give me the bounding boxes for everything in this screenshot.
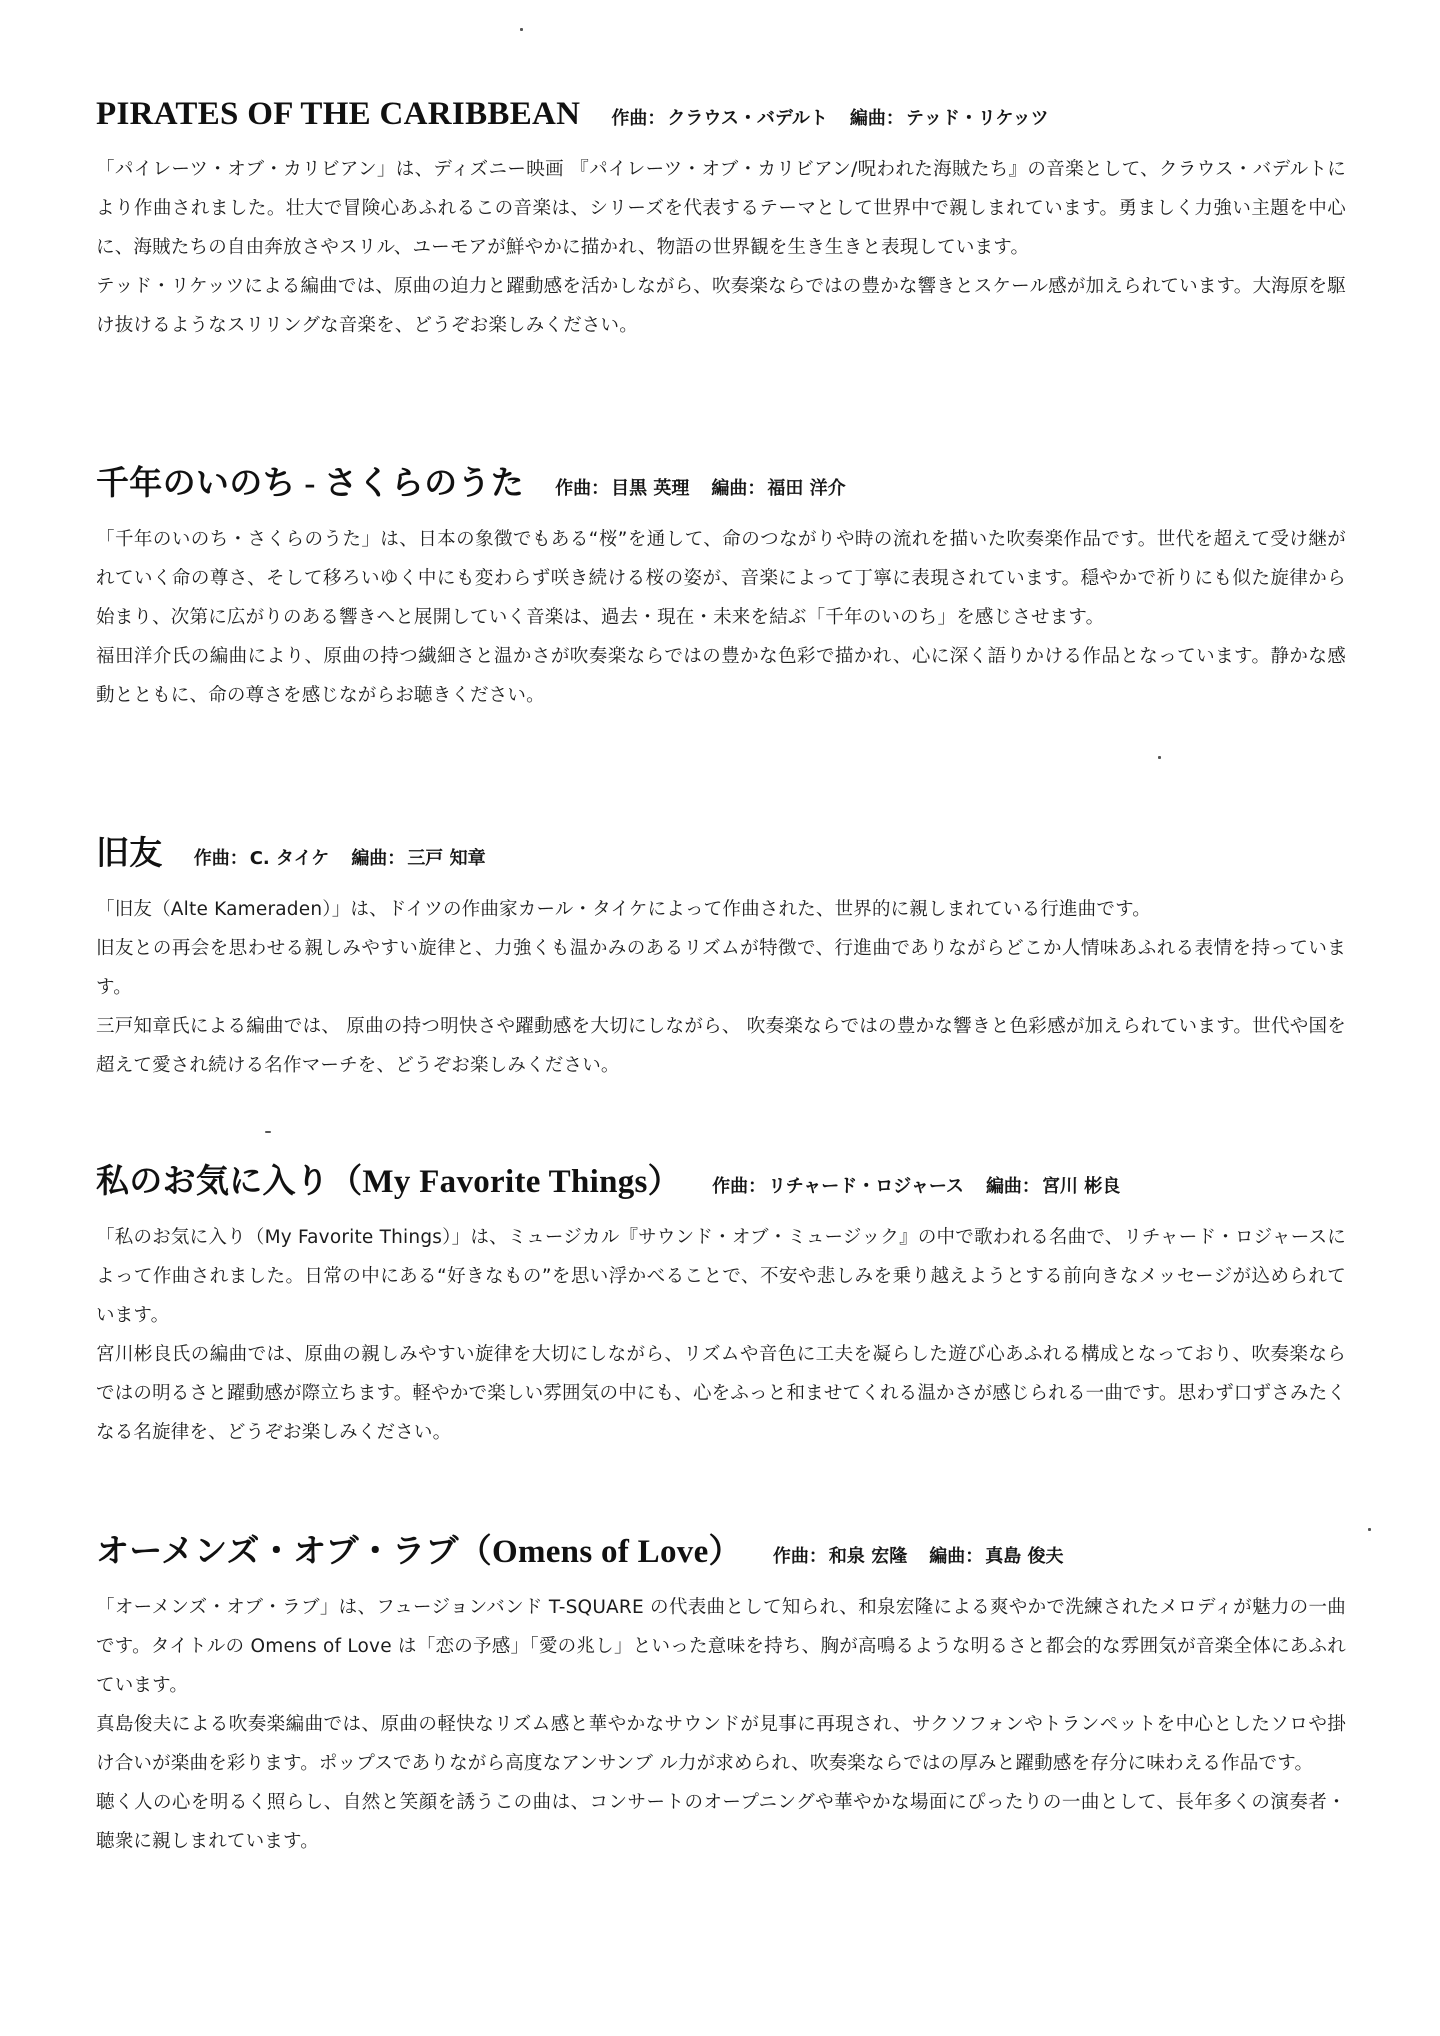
section-paragraph: 「旧友（Alte Kameraden）」は、ドイツの作曲家カール・タイケによって作曲された、世界的に親しまれている行進曲です。 [96,899,1151,920]
composer-label: 作曲： [555,478,610,499]
piece-credits [194,848,486,869]
arranger-label: 編曲： [929,1546,984,1567]
composer-label: 作曲： [712,1176,767,1197]
arranger-name: テッド・リケッツ [905,108,1049,129]
scan-speck [520,28,523,31]
piece-title: 旧友 [96,836,163,872]
piece-credits [611,108,1048,129]
section-heading [96,1156,1346,1208]
composer-label: 作曲： [772,1546,827,1567]
arranger-label: 編曲： [985,1176,1040,1197]
section-paragraph: テッド・リケッツによる編曲では、原曲の迫力と躍動感を活かしながら、吹奏楽ならではの豊かな響きとスケール感が加えられています。大海原を駆け抜けるようなスリリングな音楽を、どうぞお楽しみください。 [96,276,1346,336]
program-section-pirates [96,88,1346,345]
composer-name: クラウス・バデルト [667,108,828,129]
program-section-alte-kameraden [96,828,1346,1085]
piece-title: 千年のいのち - さくらのうた [96,466,524,502]
arranger-name: 宮川 彬良 [1041,1176,1121,1197]
program-section-sakura [96,458,1346,715]
piece-title: 私のお気に入り（My Favorite Things） [96,1164,681,1200]
section-paragraph: 聴く人の心を明るく照らし、自然と笑顔を誘うこの曲は、コンサートのオープニングや華やかな場面にぴったりの一曲として、長年多くの演奏者・聴衆に親しまれています。 [96,1792,1346,1852]
arranger-label: 編曲： [849,108,904,129]
composer-name: C. タイケ [249,848,330,869]
composer-label: 作曲： [193,848,248,869]
piece-title: オーメンズ・オブ・ラブ（Omens of Love） [96,1534,742,1570]
scan-speck [1158,756,1161,759]
piece-credits [712,1176,1120,1197]
scan-speck [265,1131,271,1133]
section-heading [96,88,1346,140]
section-paragraph: 「千年のいのち・さくらのうた」は、日本の象徴でもある“桜”を通して、命のつながりや時の流れを描いた吹奏楽作品です。世代を超えて受け継がれていく命の尊さ、そして移ろいゆく中にも変わらず咲き続ける桜の姿が、音楽によって丁寧に表現されています。穏やかで祈りにも似た旋律から始まり、次第に広がりのある響きへと展開していく音楽は、過去・現在・未来を結ぶ「千年のいのち」を感じさせます。 [96,529,1346,628]
section-heading [96,1526,1346,1578]
program-section-omens-of-love [96,1526,1346,1861]
section-paragraph: 旧友との再会を思わせる親しみやすい旋律と、力強くも温かみのあるリズムが特徴で、行進曲でありながらどこか人情味あふれる表情を持っています。 [96,938,1346,998]
section-paragraph: 福田洋介氏の編曲により、原曲の持つ繊細さと温かさが吹奏楽ならではの豊かな色彩で描かれ、心に深く語りかける作品となっています。静かな感動とともに、命の尊さを感じながらお聴きください。 [96,646,1346,706]
program-section-my-favorite-things [96,1156,1346,1452]
composer-label: 作曲： [611,108,666,129]
scan-speck [1368,1528,1371,1531]
section-heading [96,458,1346,510]
arranger-name: 真島 俊夫 [985,1546,1064,1567]
section-paragraph: 宮川彬良氏の編曲では、原曲の親しみやすい旋律を大切にしながら、リズムや音色に工夫を凝らした遊び心あふれる構成となっており、吹奏楽ならではの明るさと躍動感が際立ちます。軽やかで楽しい雰囲気の中にも、心をふっと和ませてくれる温かさが感じられる一曲です。思わず口ずさみたくなる名旋律を、どうぞお楽しみください。 [96,1344,1346,1443]
composer-name: 目黒 英理 [611,478,690,499]
composer-name: リチャード・ロジャース [768,1176,964,1197]
section-paragraph: 「パイレーツ・オブ・カリビアン」は、ディズニー映画 『パイレーツ・オブ・カリビアン/呪われた海賊たち』の音楽として、クラウス・バデルトにより作曲されました。壮大で冒険心あふれるこの音楽は、シリーズを代表するテーマとして世界中で親しまれています。勇ましく力強い主題を中心に、海賊たちの自由奔放さやスリル、ユーモアが鮮やかに描かれ、物語の世界観を生き生きと表現しています。 [96,159,1346,258]
section-paragraph: 「私のお気に入り（My Favorite Things）」は、ミュージカル『サウンド・オブ・ミュージック』の中で歌われる名曲で、リチャード・ロジャースによって作曲されました。日常の中にある“好きなもの”を思い浮かべることで、不安や悲しみを乗り越えようとする前向きなメッセージが込められています。 [96,1227,1346,1326]
arranger-name: 福田 洋介 [767,478,846,499]
section-paragraph: 三戸知章氏による編曲では、 原曲の持つ明快さや躍動感を大切にしながら、 吹奏楽ならではの豊かな響きと色彩感が加えられています。世代や国を超えて愛され続ける名作マーチを、どうぞお楽しみください。 [96,1016,1346,1076]
arranger-label: 編曲： [711,478,766,499]
composer-name: 和泉 宏隆 [828,1546,908,1567]
section-paragraph: 真島俊夫による吹奏楽編曲では、原曲の軽快なリズム感と華やかなサウンドが見事に再現され、サクソフォンやトランペットを中心としたソロや掛け合いが楽曲を彩ります。ポップスでありながら高度なアンサンブ ル力が求められ、吹奏楽ならではの厚みと躍動感を存分に味わえる作品です。 [96,1714,1346,1774]
section-heading [96,828,1346,880]
section-paragraph: 「オーメンズ・オブ・ラブ」は、フュージョンバンド T-SQUARE の代表曲として知られ、和泉宏隆による爽やかで洗練されたメロディが魅力の一曲です。タイトルの Omens of Love は「恋の予感」「愛の兆し」といった意味を持ち、胸が高鳴るような明るさと都会的な雰囲気が音楽全体にあふれています。 [96,1597,1346,1696]
arranger-name: 三戸 知章 [407,848,486,869]
piece-title: PIRATES OF THE CARIBBEAN [96,96,581,132]
piece-credits [773,1546,1064,1567]
piece-credits [555,478,846,499]
arranger-label: 編曲： [351,848,406,869]
